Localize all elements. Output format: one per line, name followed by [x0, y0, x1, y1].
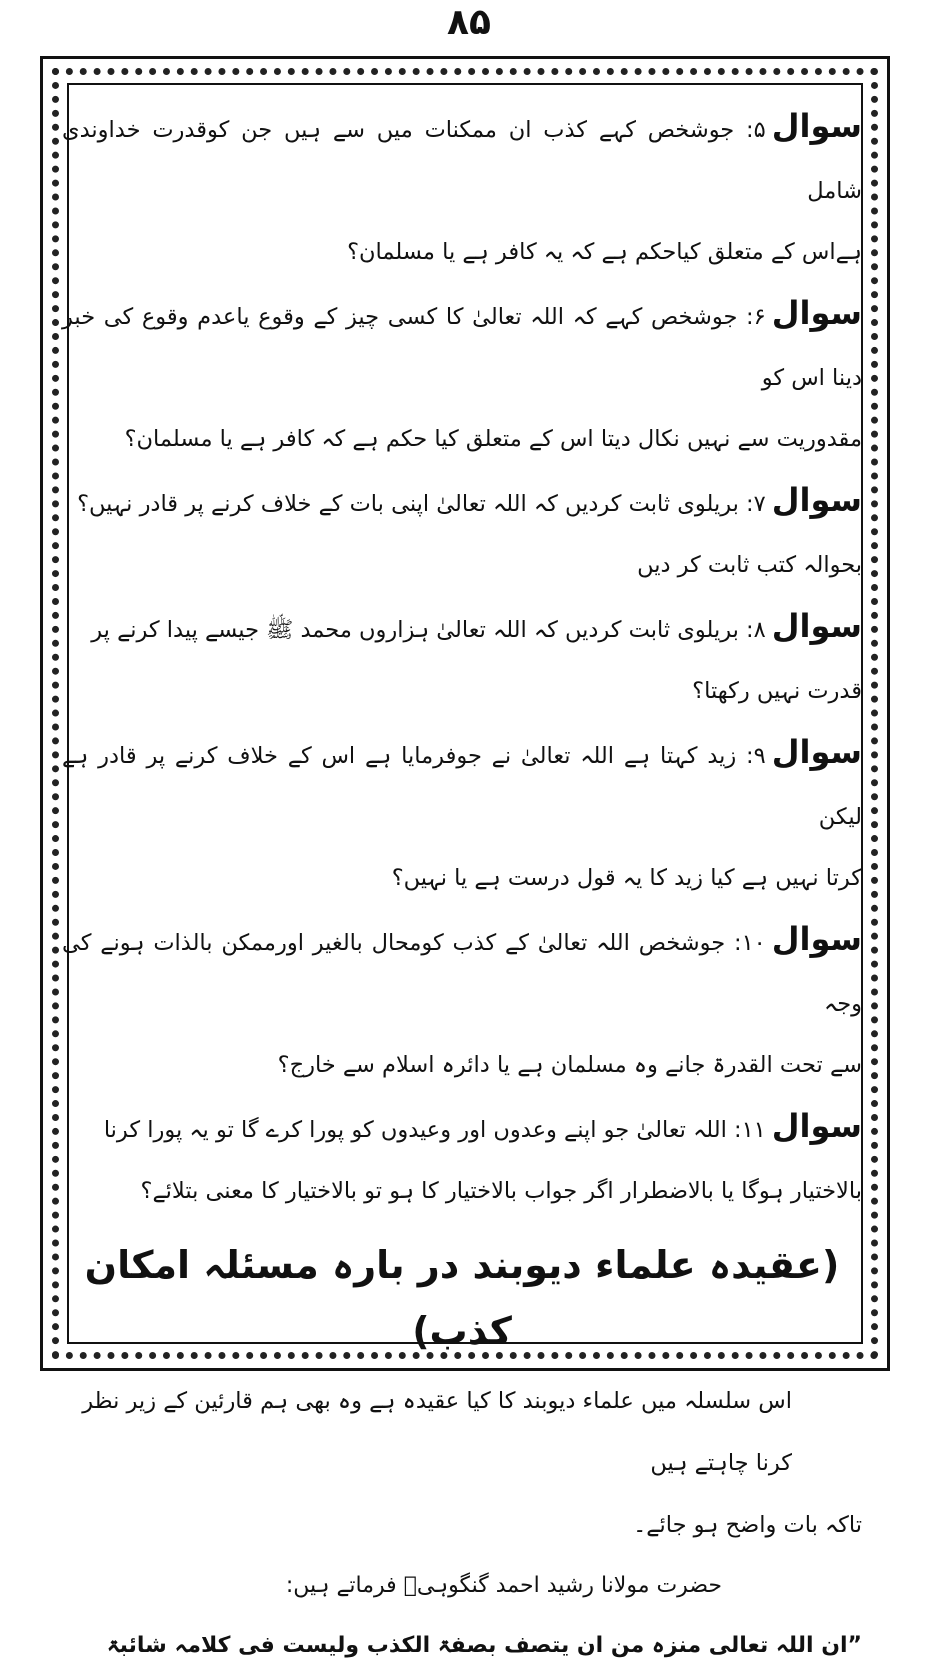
- question-text: بحوالہ کتب ثابت کر دیں: [637, 552, 862, 578]
- question-text: ۹: زید کہتا ہے اللہ تعالیٰ نے جوفرمایا ہے اس کے خلاف کرنے پر قادر ہے لیکن: [62, 743, 862, 830]
- question-text: کرتا نہیں ہے کیا زید کا یہ قول درست ہے یا نہیں؟: [391, 865, 862, 891]
- question-11: [62, 1096, 862, 1222]
- question-7: [62, 470, 862, 596]
- question-label: سوال: [771, 107, 862, 145]
- question-9: [62, 722, 862, 909]
- body-line: اس سلسلہ میں علماء دیوبند کا کیا عقیدہ ہے وہ بھی ہم قارئین کے زیر نظر کرنا چاہتے ہیں: [82, 1388, 792, 1476]
- page-number: ۸۵: [447, 2, 491, 43]
- question-text: ۵: جوشخص کہے کذب ان ممکنات میں سے ہیں جن کوقدرت خداوندی شامل: [62, 117, 862, 204]
- question-text: ہےاس کے متعلق کیاحکم ہے کہ یہ کافر ہے یا مسلمان؟: [347, 239, 862, 265]
- arabic-quote: ”ان اللہ تعالی منزہ من ان یتصف بصفۃ الکذب ولیست فی کلامہ شائبۃ: [106, 1633, 862, 1658]
- section-heading: (عقیدہ علماء دیوبند در بارہ مسئلہ امکان کذب): [84, 1243, 840, 1353]
- question-text: قدرت نہیں رکھتا؟: [692, 678, 862, 704]
- question-text: مقدوریت سے نہیں نکال دیتا اس کے متعلق کیا حکم ہے کہ کافر ہے یا مسلمان؟: [124, 426, 862, 452]
- body-line: تاکہ بات واضح ہو جائے۔: [633, 1512, 862, 1538]
- question-label: سوال: [771, 481, 862, 519]
- attribution: حضرت مولانا رشید احمد گنگوہیؒ فرماتے ہیں:: [285, 1573, 722, 1598]
- question-label: سوال: [771, 607, 862, 645]
- question-text: ۶: جوشخص کہے کہ اللہ تعالیٰ کا کسی چیز کے وقوع یاعدم وقوع کی خبر دینا اس کو: [62, 304, 862, 391]
- page-content: [62, 96, 862, 1676]
- question-8: [62, 596, 862, 722]
- question-text: بالاختیار ہوگا یا بالاضطرار اگر جواب بالاختیار کا ہو تو بالاختیار کا معنی بتلائے؟: [140, 1178, 862, 1204]
- question-text: سے تحت القدرۃ جانے وہ مسلمان ہے یا دائرہ اسلام سے خارج؟: [277, 1052, 862, 1078]
- question-text: ۸: بریلوی ثابت کردیں کہ اللہ تعالیٰ ہزاروں محمد ﷺ جیسے پیدا کرنے پر: [91, 617, 766, 643]
- question-text: ۱۰: جوشخص اللہ تعالیٰ کے کذب کومحال بالغیر اورممکن بالذات ہونے کی وجہ: [62, 930, 862, 1017]
- question-label: سوال: [771, 920, 862, 958]
- question-6: [62, 283, 862, 470]
- question-label: سوال: [771, 1107, 862, 1145]
- question-text: ۷: بریلوی ثابت کردیں کہ اللہ تعالیٰ اپنی بات کے خلاف کرنے پر قادر نہیں؟: [77, 491, 766, 517]
- question-5: [62, 96, 862, 283]
- question-10: [62, 909, 862, 1096]
- question-label: سوال: [771, 294, 862, 332]
- question-label: سوال: [771, 733, 862, 771]
- question-text: ۱۱: اللہ تعالیٰ جو اپنے وعدوں اور وعیدوں کو پورا کرے گا تو یہ پورا کرنا: [103, 1117, 766, 1143]
